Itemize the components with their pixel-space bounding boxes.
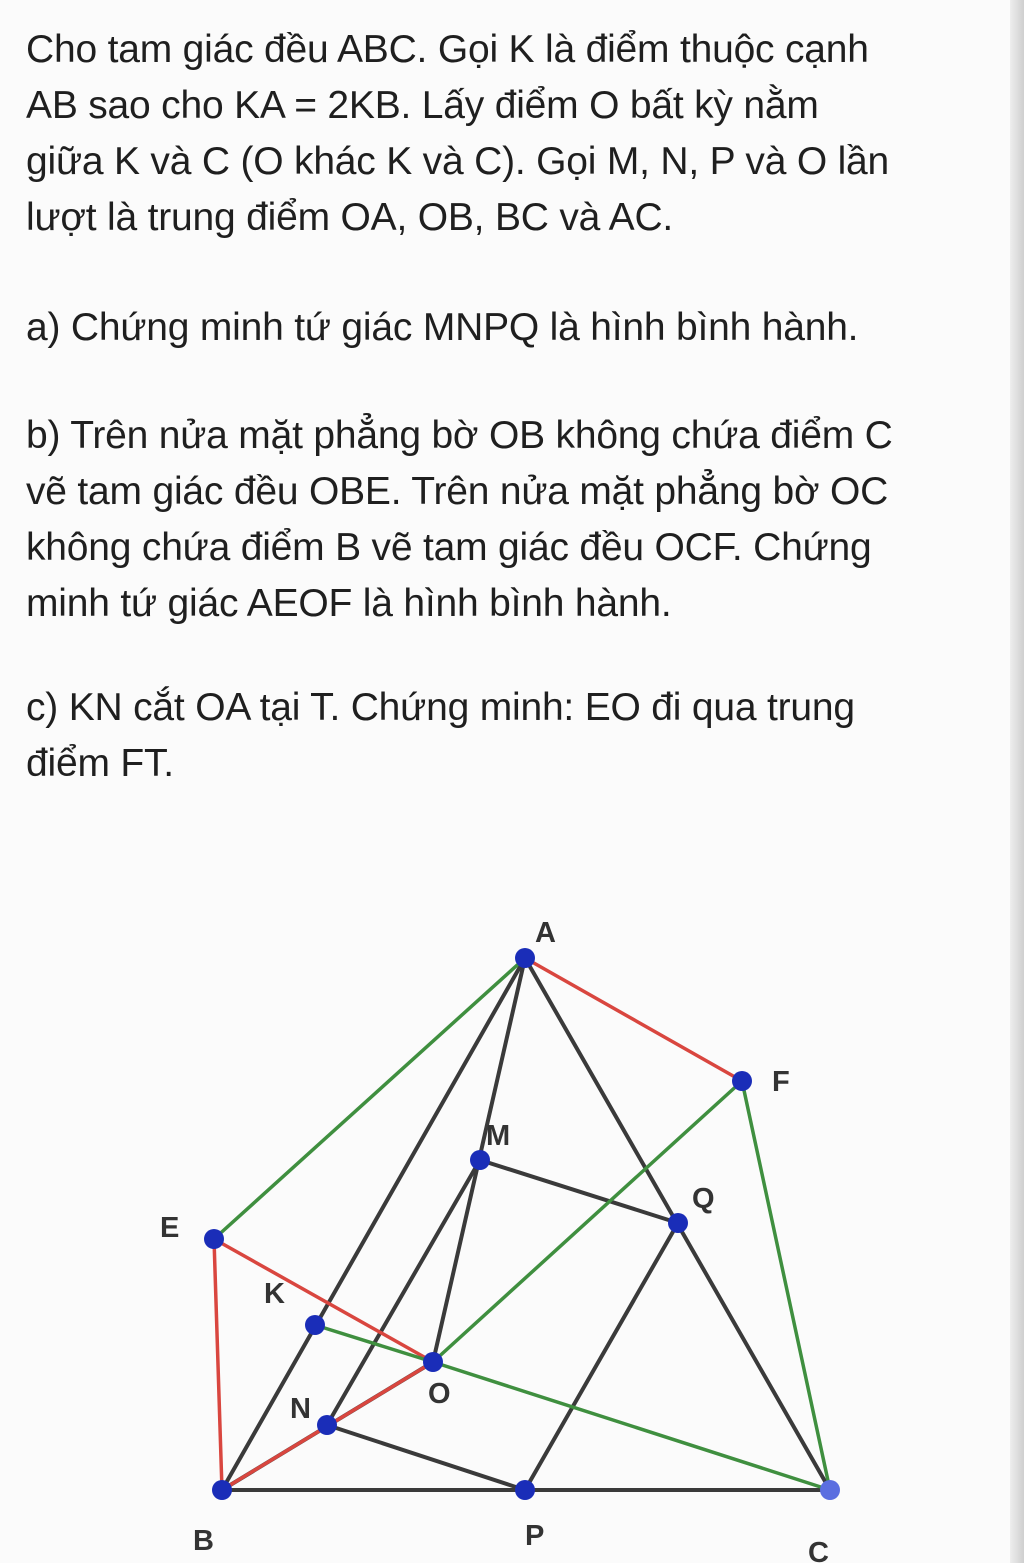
intro-line-1: Cho tam giác đều ABC. Gọi K là điểm thuộc cạnh bbox=[26, 28, 869, 71]
point-m bbox=[470, 1150, 490, 1170]
point-f bbox=[732, 1071, 752, 1091]
problem-part-a bbox=[26, 300, 986, 356]
label-n: N bbox=[290, 1393, 311, 1425]
part-b-line-3: không chứa điểm B vẽ tam giác đều OCF. Chứng bbox=[26, 526, 872, 569]
point-k bbox=[305, 1315, 325, 1335]
part-c-line-2: điểm FT. bbox=[26, 742, 174, 785]
point-p bbox=[515, 1480, 535, 1500]
part-b-line-1: b) Trên nửa mặt phẳng bờ OB không chứa điểm C bbox=[26, 414, 893, 457]
segment-eb bbox=[214, 1239, 222, 1490]
segment-mn bbox=[327, 1160, 480, 1425]
segment-ae bbox=[214, 958, 525, 1239]
intro-line-3: giữa K và C (O khác K và C). Gọi M, N, P và O lần bbox=[26, 140, 890, 183]
point-e bbox=[204, 1229, 224, 1249]
problem-intro bbox=[26, 22, 986, 246]
intro-line-2: AB sao cho KA = 2KB. Lấy điểm O bất kỳ nằm bbox=[26, 84, 819, 127]
label-o: O bbox=[428, 1378, 451, 1410]
segment-ab bbox=[222, 958, 525, 1490]
label-e: E bbox=[160, 1212, 180, 1244]
label-b: B bbox=[193, 1525, 214, 1557]
label-a: A bbox=[535, 917, 556, 949]
point-n bbox=[317, 1415, 337, 1435]
intro-line-4: lượt là trung điểm OA, OB, BC và AC. bbox=[26, 196, 674, 239]
geometry-figure bbox=[0, 900, 1024, 1563]
point-o bbox=[423, 1352, 443, 1372]
part-b-line-4: minh tứ giác AEOF là hình bình hành. bbox=[26, 582, 672, 625]
segment-np bbox=[327, 1425, 525, 1490]
part-b-line-2: vẽ tam giác đều OBE. Trên nửa mặt phẳng bờ OC bbox=[26, 470, 889, 513]
label-k: K bbox=[264, 1278, 285, 1310]
segment-of bbox=[433, 1081, 742, 1362]
segment-pq bbox=[525, 1223, 678, 1490]
label-p: P bbox=[525, 1520, 545, 1552]
segment-fc bbox=[742, 1081, 830, 1490]
segment-af bbox=[525, 958, 742, 1081]
label-q: Q bbox=[692, 1183, 715, 1215]
label-m: M bbox=[486, 1120, 511, 1152]
label-c: C bbox=[808, 1537, 829, 1563]
label-f: F bbox=[772, 1066, 790, 1098]
point-c bbox=[820, 1480, 840, 1500]
point-b bbox=[212, 1480, 232, 1500]
point-q bbox=[668, 1213, 688, 1233]
problem-part-b bbox=[26, 408, 986, 632]
problem-part-c bbox=[26, 680, 986, 792]
segment-oc bbox=[433, 1362, 830, 1490]
part-c-line-1: c) KN cắt OA tại T. Chứng minh: EO đi qua trung bbox=[26, 686, 855, 729]
part-a-line-1: a) Chứng minh tứ giác MNPQ là hình bình hành. bbox=[26, 306, 859, 349]
point-a bbox=[515, 948, 535, 968]
